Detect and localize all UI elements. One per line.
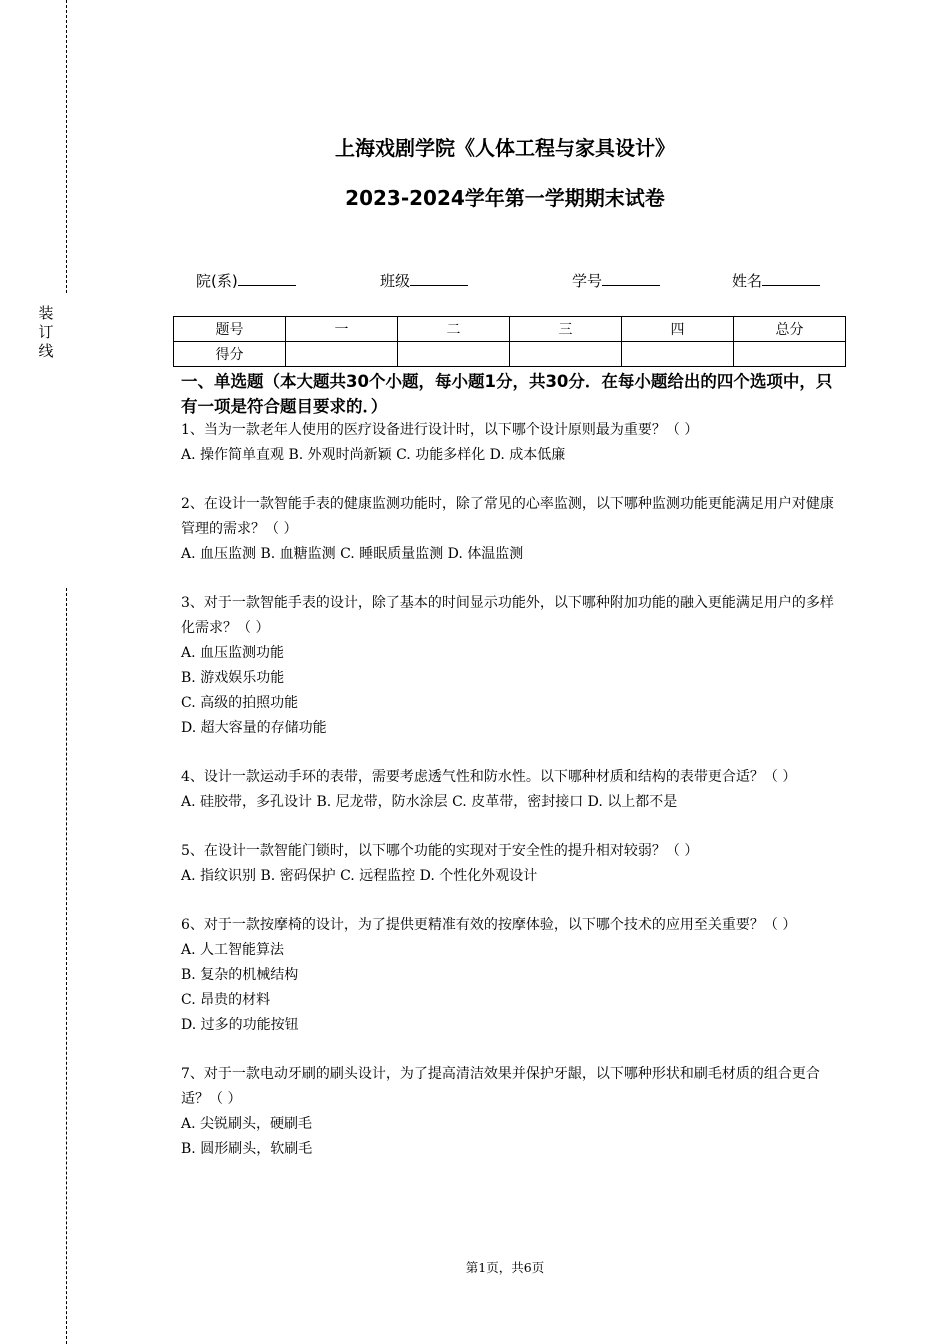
info-blank[interactable] [762,271,820,286]
question-stem: 1、当为一款老年人使用的医疗设备进行设计时，以下哪个设计原则最为重要？（ ） [181,422,699,438]
score-table-score-row [174,342,846,367]
score-blank-cell[interactable] [622,342,734,367]
score-cell: 总分 [734,317,846,342]
question-option: B. 游戏娱乐功能 [181,670,285,686]
question-item [181,1062,843,1162]
question-stem: 7、对于一款电动牙刷的刷头设计，为了提高清洁效果并保护牙龈，以下哪种形状和刷毛材质的组合更合适？（ ） [181,1066,820,1107]
info-blank[interactable] [238,271,296,286]
question-item [181,839,843,889]
question-option: D. 超大容量的存储功能 [181,720,327,736]
question-option: A. 尖锐刷头，硬刷毛 [181,1116,313,1132]
question-option: C. 昂贵的材料 [181,992,271,1008]
question-option: B. 复杂的机械结构 [181,967,299,983]
question-option: B. 圆形刷头，软刷毛 [181,1141,313,1157]
info-blank[interactable] [602,271,660,286]
info-field-class [380,270,468,291]
info-label: 学号 [572,272,603,290]
question-options: A. 操作简单直观 B. 外观时尚新颖 C. 功能多样化 D. 成本低廉 [181,447,566,463]
exam-subtitle: 2023-2024学年第一学期期末试卷 [345,186,665,210]
question-stem: 6、对于一款按摩椅的设计，为了提供更精准有效的按摩体验，以下哪个技术的应用至关重要？（ ） [181,917,797,933]
score-blank-cell[interactable] [510,342,622,367]
score-table [173,316,846,367]
question-list [181,418,843,1186]
page-number-footer: 第1页，共6页 [465,1260,545,1275]
score-cell: 二 [398,317,510,342]
question-item [181,765,843,815]
question-option: C. 高级的拍照功能 [181,695,299,711]
info-field-department [196,270,296,291]
question-stem: 4、设计一款运动手环的表带，需要考虑透气性和防水性。以下哪种材质和结构的表带更合适？（ ） [181,769,797,785]
question-stem: 5、在设计一款智能门锁时，以下哪个功能的实现对于安全性的提升相对较弱？（ ） [181,843,699,859]
score-blank-cell[interactable] [734,342,846,367]
score-table-header-row [174,317,846,342]
score-blank-cell[interactable] [286,342,398,367]
binding-label: 装订线 [38,304,54,360]
question-item [181,418,843,468]
question-option: A. 人工智能算法 [181,942,285,958]
exam-title: 上海戏剧学院《人体工程与家具设计》 [335,136,675,160]
section-heading: 一、单选题（本大题共30个小题，每小题1分，共30分．在每小题给出的四个选项中，只有一项是符合题目要求的．） [181,372,833,416]
question-item [181,492,843,567]
question-item [181,913,843,1038]
info-blank[interactable] [410,271,468,286]
score-cell: 题号 [174,317,286,342]
score-cell: 一 [286,317,398,342]
question-option: A. 血压监测功能 [181,645,285,661]
info-label: 班级 [380,272,411,290]
question-stem: 3、对于一款智能手表的设计，除了基本的时间显示功能外，以下哪种附加功能的融入更能满足用户的多样化需求？（ ） [181,595,834,636]
info-label: 院(系) [196,272,238,290]
question-option: D. 过多的功能按钮 [181,1017,299,1033]
score-blank-cell[interactable] [398,342,510,367]
info-field-student-id [572,270,660,291]
score-cell: 三 [510,317,622,342]
question-options: A. 硅胶带，多孔设计 B. 尼龙带，防水涂层 C. 皮革带，密封接口 D. 以上都不是 [181,794,678,810]
question-stem: 2、在设计一款智能手表的健康监测功能时，除了常见的心率监测，以下哪种监测功能更能满足用户对健康管理的需求？（ ） [181,496,834,537]
score-cell: 得分 [174,342,286,367]
binding-dashed-line-bottom [66,588,67,1344]
question-options: A. 指纹识别 B. 密码保护 C. 远程监控 D. 个性化外观设计 [181,868,538,884]
info-label: 姓名 [732,272,763,290]
question-options: A. 血压监测 B. 血糖监测 C. 睡眠质量监测 D. 体温监测 [181,546,524,562]
info-field-name [732,270,820,291]
question-item [181,591,843,741]
score-cell: 四 [622,317,734,342]
